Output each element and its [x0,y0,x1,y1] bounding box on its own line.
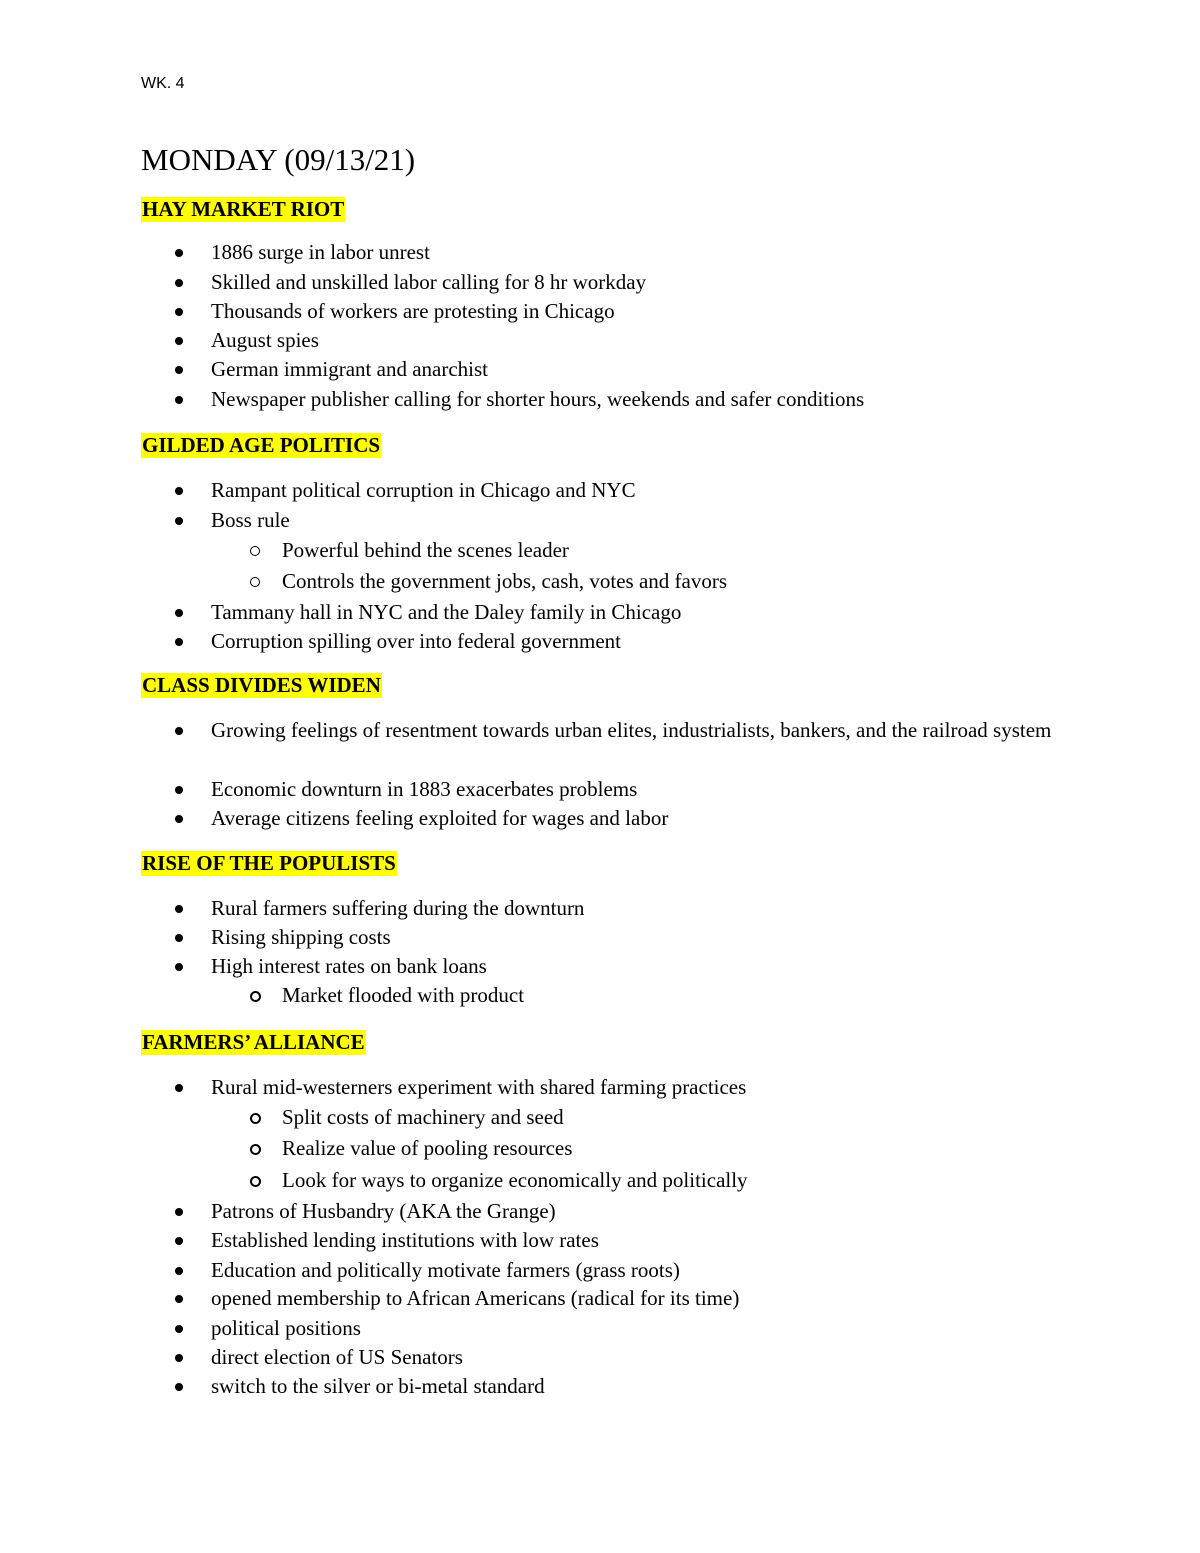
week-label: WK. 4 [141,75,185,92]
list-item: Newspaper publisher calling for shorter hours, weekends and safer conditions [211,385,864,414]
list-item: Rural farmers suffering during the downturn [211,894,584,923]
list-item: Skilled and unskilled labor calling for 8 hr workday [211,268,646,297]
list-item: 1886 surge in labor unrest [211,238,430,267]
bullet-icon [175,1267,183,1275]
list-item: Rising shipping costs [211,923,391,952]
hollow-bullet-icon [250,1176,261,1187]
bullet-icon [175,1383,183,1391]
hollow-bullet-icon [250,577,260,587]
bullet-icon [175,1325,183,1333]
section-heading: FARMERS’ ALLIANCE [142,1030,365,1054]
bullet-icon [175,1354,183,1362]
list-item: Corruption spilling over into federal government [211,627,621,656]
bullet-icon [175,1237,183,1245]
list-item: Thousands of workers are protesting in Chicago [211,297,615,326]
sub-list-item: Realize value of pooling resources [282,1134,572,1163]
list-item: Economic downturn in 1883 exacerbates problems [211,775,637,804]
list-item: political positions [211,1314,361,1343]
list-item: Education and politically motivate farmers (grass roots) [211,1256,680,1285]
hollow-bullet-icon [250,546,260,556]
bullet-icon [175,1208,183,1216]
list-item: Boss rule [211,506,290,535]
hollow-bullet-icon [250,1144,261,1155]
section-heading: GILDED AGE POLITICS [142,433,381,457]
list-item: High interest rates on bank loans [211,952,487,981]
bullet-icon [175,1084,183,1092]
bullet-icon [175,786,183,794]
bullet-icon [175,337,183,345]
bullet-icon [175,1295,183,1303]
sub-list-item: Split costs of machinery and seed [282,1103,564,1132]
bullet-icon [175,249,183,257]
list-item: Growing feelings of resentment towards urban elites, industrialists, bankers, and the railroad system [211,716,1061,745]
list-item: switch to the silver or bi-metal standard [211,1372,545,1401]
section-heading: CLASS DIVIDES WIDEN [142,673,381,697]
list-item: Tammany hall in NYC and the Daley family in Chicago [211,598,681,627]
sub-list-item: Powerful behind the scenes leader [282,536,569,565]
list-item: direct election of US Senators [211,1343,463,1372]
bullet-icon [175,279,183,287]
list-item: August spies [211,326,319,355]
bullet-icon [175,487,183,495]
sub-list-item: Look for ways to organize economically and politically [282,1166,748,1195]
section-heading: RISE OF THE POPULISTS [142,851,396,875]
list-item: German immigrant and anarchist [211,355,488,384]
bullet-icon [175,815,183,823]
list-item: opened membership to African Americans (radical for its time) [211,1284,739,1313]
bullet-icon [175,366,183,374]
hollow-bullet-icon [250,1113,261,1124]
bullet-icon [175,934,183,942]
bullet-icon [175,963,183,971]
list-item: Established lending institutions with low rates [211,1226,599,1255]
section-heading: HAY MARKET RIOT [142,197,345,221]
list-item: Patrons of Husbandry (AKA the Grange) [211,1197,556,1226]
bullet-icon [175,638,183,646]
sub-list-item: Controls the government jobs, cash, votes and favors [282,567,727,596]
date-title: MONDAY (09/13/21) [141,142,416,177]
hollow-bullet-icon [250,991,261,1002]
bullet-icon [175,609,183,617]
bullet-icon [175,308,183,316]
list-item: Average citizens feeling exploited for wages and labor [211,804,668,833]
bullet-icon [175,517,183,525]
list-item: Rural mid-westerners experiment with shared farming practices [211,1073,746,1102]
bullet-icon [175,396,183,404]
list-item: Rampant political corruption in Chicago and NYC [211,476,636,505]
bullet-icon [175,727,183,735]
bullet-icon [175,905,183,913]
sub-list-item: Market flooded with product [282,981,524,1010]
